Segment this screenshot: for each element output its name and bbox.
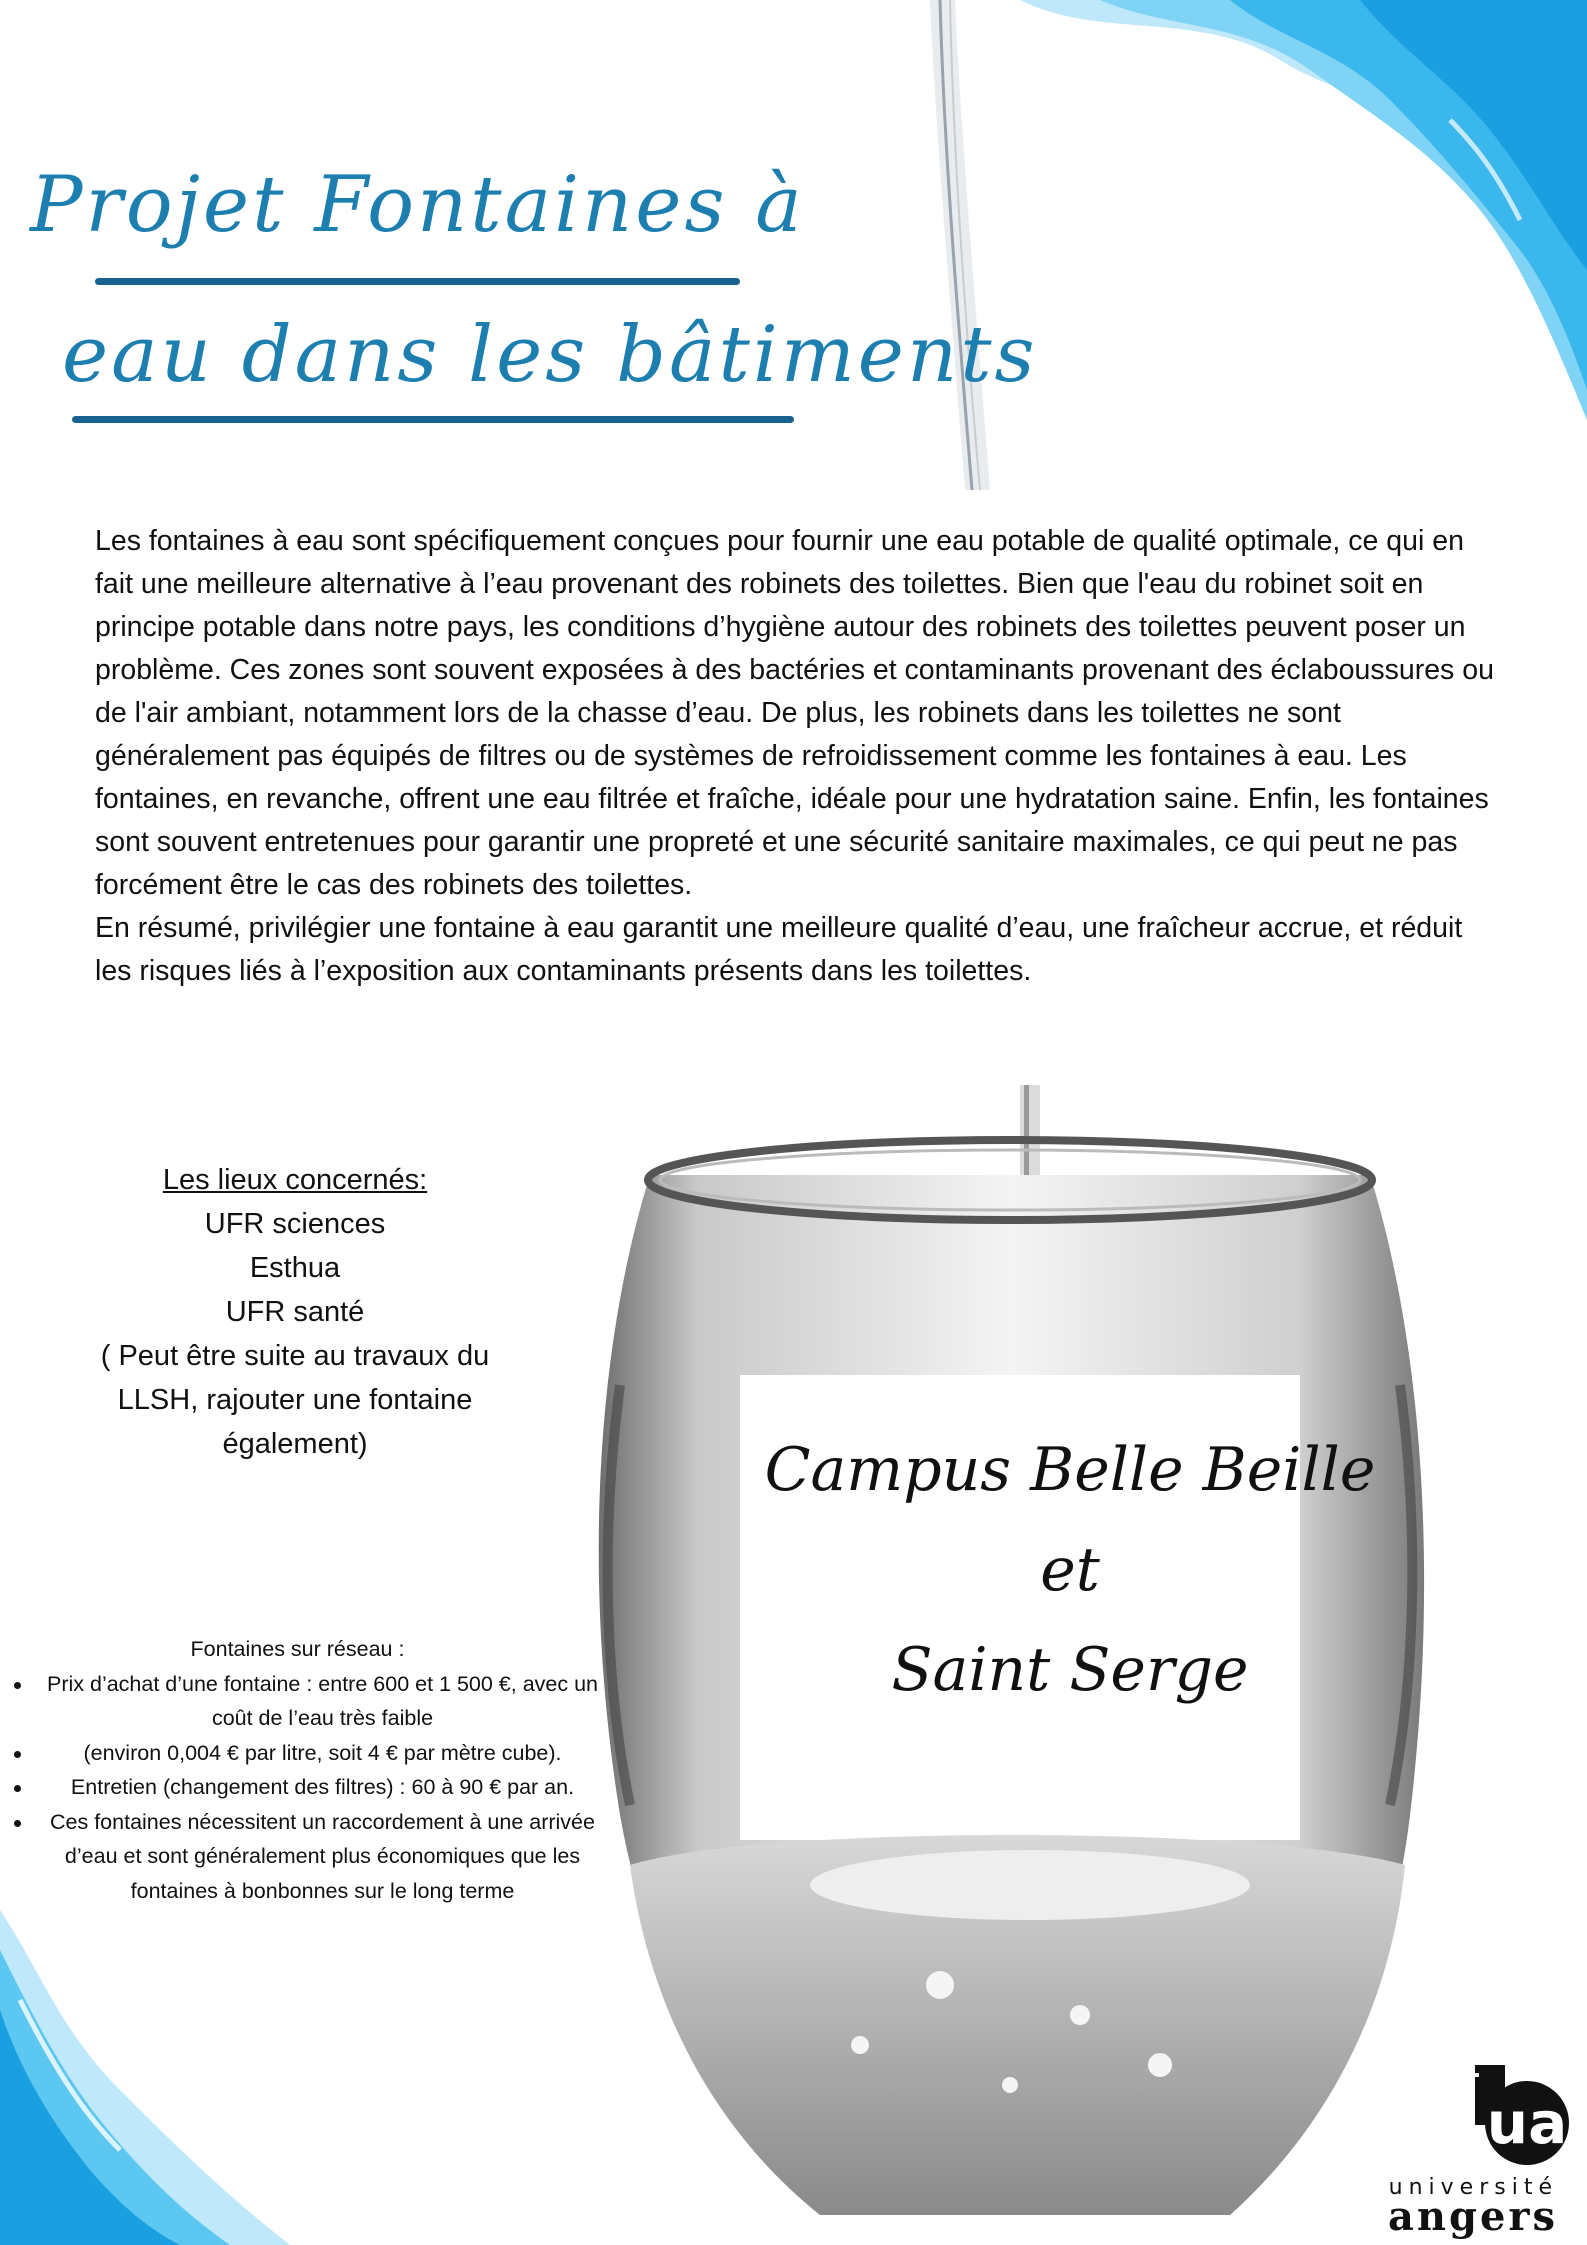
fontaines-block — [0, 1632, 605, 1908]
lieux-item: UFR santé — [225, 1296, 365, 1328]
campus-title — [760, 1420, 1380, 1720]
water-splash-bottom-left — [0, 1910, 290, 2245]
intro-text — [95, 520, 1495, 993]
ua-logo-mark — [1455, 2055, 1570, 2175]
fontaines-bullet: Prix d’achat d’une fontaine : entre 600 et 1 500 €, avec un coût de l’eau très faible — [40, 1667, 605, 1736]
fontaines-list — [0, 1667, 605, 1909]
intro-paragraph-1: Les fontaines à eau sont spécifiquement conçues pour fournir une eau potable de qualité optimale, ce qui en fait une meilleure alternative à l’eau provenant des robinets des toilettes. Bien que l'eau du robinet soit en principe potable dans notre pays, les conditions d’hygiène autour des robinets des toilettes peuvent poser un problème. Ces zones sont souvent exposées à des bactéries et contaminants provenant des éclaboussures ou de l'air ambiant, notamment lors de la chasse d’eau. De plus, les robinets dans les toilettes ne sont généralement pas équipés de filtres ou de systèmes de refroidissement comme les fontaines à eau. Les fontaines, en revanche, offrent une eau filtrée et fraîche, idéale pour une hydratation saine. Enfin, les fontaines sont souvent entretenues pour garantir une propreté et une sécurité sanitaire maximales, ce qui peut ne pas forcément être le cas des robinets des toilettes. — [95, 525, 1494, 901]
fontaines-bullet: Entretien (changement des filtres) : 60 à 90 € par an. — [40, 1770, 605, 1805]
lieux-block — [70, 1158, 520, 1466]
title-line-1: Projet Fontaines à — [30, 160, 805, 250]
lieux-item: Esthua — [249, 1252, 341, 1284]
fontaines-heading: Fontaines sur réseau : — [190, 1637, 405, 1661]
ua-logo-letters: ua — [1486, 2089, 1568, 2157]
lieux-item: ( Peut être suite au travaux du LLSH, rajouter une fontaine également) — [100, 1340, 490, 1460]
campus-line-1: Campus Belle Beille et — [764, 1435, 1376, 1605]
intro-paragraph-2: En résumé, privilégier une fontaine à eau garantit une meilleure qualité d’eau, une fraîcheur accrue, et réduit les risques liés à l’exposition aux contaminants présents dans les toilettes. — [95, 912, 1463, 987]
title-line-2: eau dans les bâtiments — [62, 310, 1038, 400]
title-underline-2 — [72, 416, 794, 423]
university-logo — [1387, 2055, 1570, 2240]
water-splash-top-right — [980, 0, 1587, 480]
water-stream-top — [920, 0, 1010, 490]
title-underline-1 — [95, 278, 740, 285]
logo-text-angers: angers — [1387, 2193, 1558, 2240]
fontaines-bullet: Ces fontaines nécessitent un raccordement à une arrivée d’eau et sont généralement plus économiques que les fontaines à bonbonnes sur le long terme — [40, 1805, 605, 1909]
lieux-item: UFR sciences — [204, 1208, 386, 1240]
lieux-heading: Les lieux concernés: — [162, 1164, 428, 1196]
campus-line-2: Saint Serge — [891, 1635, 1249, 1705]
logo-text-universite: université — [1388, 2175, 1558, 2200]
fontaines-bullet: (environ 0,004 € par litre, soit 4 € par mètre cube). — [40, 1736, 605, 1771]
